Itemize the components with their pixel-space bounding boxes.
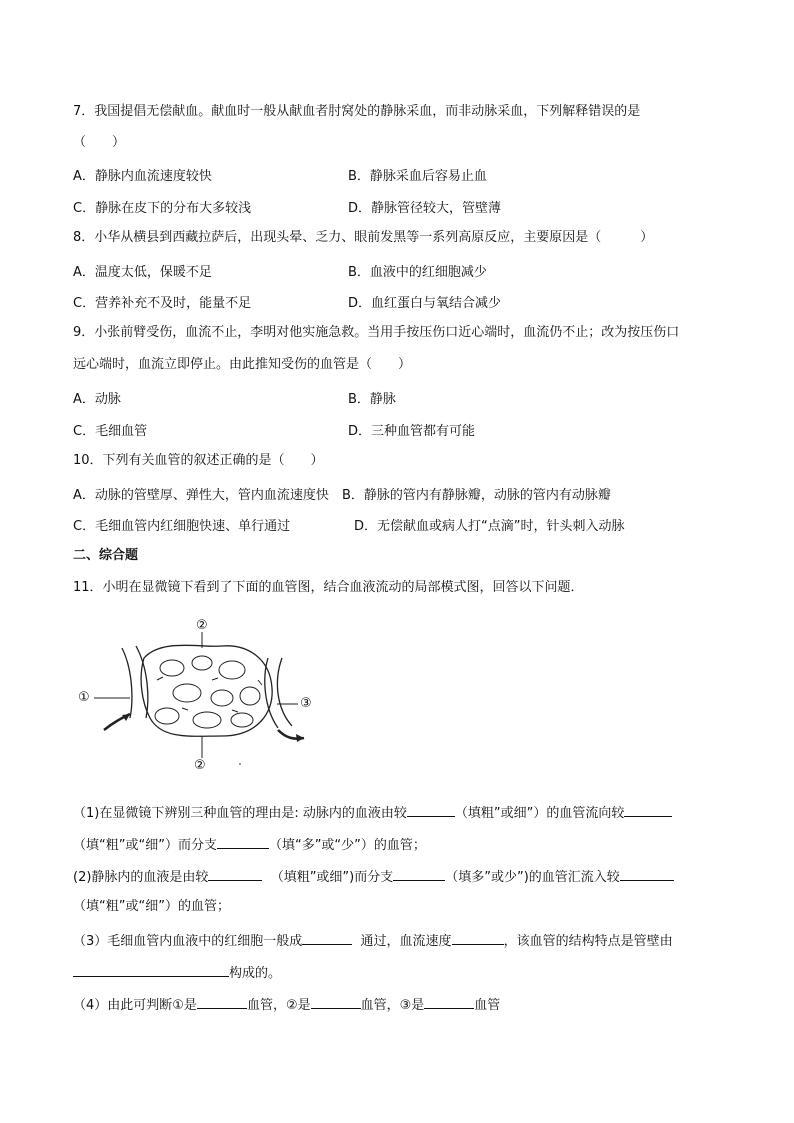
q11-part2-text-a: (2)静脉内的血液是由较 — [73, 870, 209, 885]
q11-part3-line2 — [73, 962, 281, 983]
q11-part1-blank1[interactable] — [407, 802, 455, 817]
q11-part1-blank2[interactable] — [624, 802, 672, 817]
figure-label-3: ③ — [300, 696, 312, 711]
q11-part1-line2 — [73, 834, 426, 855]
q8-stem: 8．小华从横县到西藏拉萨后，出现头晕、乏力、眼前发黑等一系列高原反应，主要原因是（ ） — [73, 230, 654, 245]
q9-option-d: D．三种血管都有可能 — [348, 424, 476, 439]
q11-part3-blank3[interactable] — [73, 962, 229, 977]
q7-option-c: C．静脉在皮下的分布大多较浅 — [73, 201, 252, 216]
figure-label-2-bottom: ② — [194, 758, 206, 773]
q11-part4-blank3[interactable] — [424, 994, 474, 1009]
q11-part1-text-a: （1)在显微镜下辨别三种血管的理由是: 动脉内的血液由较 — [73, 806, 407, 821]
q7-option-a: A．静脉内血流速度较快 — [73, 169, 212, 184]
q11-part3-text-a: （3）毛细血管内血液中的红细胞一般成 — [73, 934, 303, 949]
q11-part2-line2: （填“粗”或“细”）的血管； — [73, 899, 230, 914]
q11-part3-line1 — [73, 930, 673, 951]
q11-part4-text-c: 血管，③是 — [360, 998, 425, 1013]
q7-paren: （ ） — [73, 135, 126, 150]
q11-part2-blank1[interactable] — [208, 866, 262, 881]
q9-option-c: C．毛细血管 — [73, 424, 148, 439]
q11-part3-text-d: 构成的。 — [229, 966, 282, 981]
q7-option-b: B．静脉采血后容易止血 — [348, 169, 487, 184]
q11-part4-text-d: 血管 — [474, 998, 501, 1013]
q10-option-a: A．动脉的管壁厚、弹性大，管内血流速度快 — [73, 488, 329, 503]
q11-part3-text-b: 通过，血流速度 — [360, 934, 452, 949]
q9-stem-line1: 9．小张前臂受伤，血流不止，李明对他实施急救。当用手按压伤口近心端时，血流仍不止；改为按压伤口 — [73, 325, 680, 340]
q11-part2-text-c: （填多”或少”)的血管汇流入较 — [445, 870, 620, 885]
q11-part3-blank2[interactable] — [452, 930, 504, 945]
q7-stem: 7．我国提倡无偿献血。献血时一般从献血者肘窝处的静脉采血，而非动脉采血，下列解释错误的是 — [73, 104, 641, 119]
q8-option-c: C．营养补充不及时，能量不足 — [73, 296, 252, 311]
q9-stem-line2: 远心端时，血流立即停止。由此推知受伤的血管是（ ） — [73, 357, 412, 372]
q11-part4-line — [73, 994, 500, 1015]
q8-option-b: B．血液中的红细胞减少 — [348, 265, 487, 280]
q11-part1-line1 — [73, 802, 672, 823]
q11-part1-text-c: （填“粗”或“细”）而分支 — [73, 838, 217, 853]
q11-part4-text-a: （4）由此可判断①是 — [73, 998, 197, 1013]
q10-option-d: D．无偿献血或病人打“点滴”时，针头刺入动脉 — [354, 519, 625, 534]
q11-stem: 11．小明在显微镜下看到了下面的血管图，结合血液流动的局部模式图，回答以下问题． — [73, 580, 584, 595]
q11-part2-blank2[interactable] — [393, 866, 445, 881]
capillary-network-diagram — [72, 618, 332, 778]
q7-option-d: D．静脉管径较大，管壁薄 — [348, 201, 502, 216]
q11-part2-line1 — [73, 866, 674, 887]
q10-stem: 10．下列有关血管的叙述正确的是（ ） — [73, 453, 324, 468]
q9-option-a: A．动脉 — [73, 392, 121, 407]
q8-option-a: A．温度太低，保暖不足 — [73, 265, 212, 280]
q11-part3-blank1[interactable] — [302, 930, 352, 945]
q11-part1-text-b: （填粗”或细”）的血管流向较 — [454, 806, 625, 821]
section-title: 二、综合题 — [73, 548, 139, 563]
q11-part1-blank3[interactable] — [217, 834, 269, 849]
q10-option-c: C．毛细血管内红细胞快速、单行通过 — [73, 519, 291, 534]
figure-label-2-top: ② — [196, 618, 208, 633]
q11-part3-text-c: ，该血管的结构特点是管壁由 — [503, 934, 673, 949]
q10-option-b: B．静脉的管内有静脉瓣，动脉的管内有动脉瓣 — [342, 488, 611, 503]
q11-part4-blank2[interactable] — [311, 994, 361, 1009]
q11-part4-blank1[interactable] — [197, 994, 247, 1009]
q11-part4-text-b: 血管，②是 — [246, 998, 311, 1013]
figure-label-1: ① — [78, 690, 90, 705]
blood-vessel-figure — [72, 618, 332, 778]
q8-option-d: D．血红蛋白与氧结合减少 — [348, 296, 502, 311]
q11-part2-blank3[interactable] — [620, 866, 674, 881]
q11-part2-text-b: （填粗”或细”)而分支 — [270, 870, 394, 885]
q9-option-b: B．静脉 — [348, 392, 396, 407]
q11-part1-text-d: （填“多”或“少”）的血管； — [268, 838, 426, 853]
